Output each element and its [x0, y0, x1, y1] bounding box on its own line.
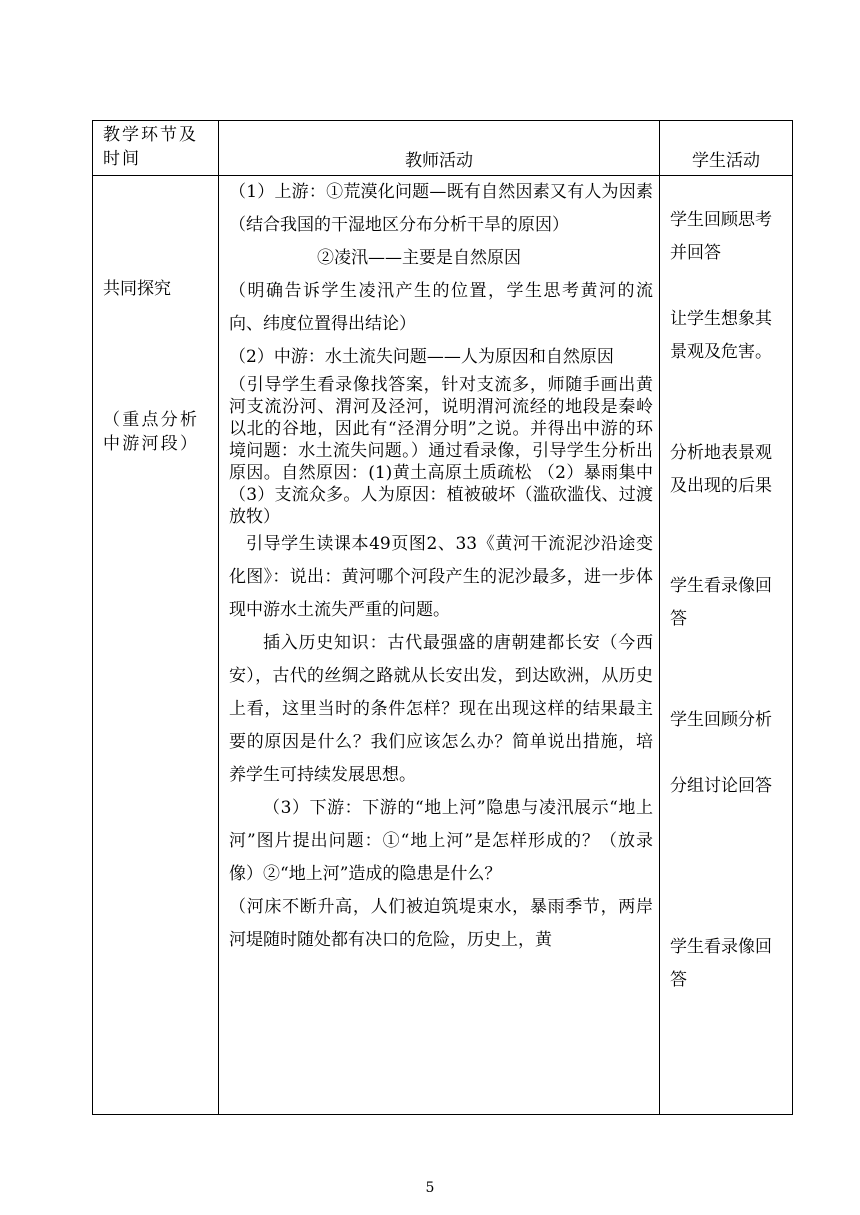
student-activity-review-analyze: 学生回顾分析 [670, 710, 772, 730]
page-number: 5 [425, 1180, 435, 1196]
header-student-activity: 学生活动 [660, 121, 793, 176]
teacher-paragraph-downstream: （3）下游：下游的“地上河”隐患与凌汛展示“地上河”图片提出问题：①“地上河”是怎样形成的？（放录像）②“地上河”造成的隐患是什么？ [229, 798, 653, 884]
teacher-paragraph-ice-flood: ②凌汛——主要是自然原因 [317, 248, 521, 268]
teacher-paragraph-textbook: 引导学生读课本49页图2、33《黄河干流泥沙沿途变化图》：说出：黄河哪个河段产生的泥沙最多，进一步体现中游水土流失严重的问题。 [229, 534, 653, 620]
teacher-paragraph-video-guide: （引导学生看录像找答案，针对支流多，师随手画出黄河支流汾河、渭河及泾河，说明渭河流经的地段是秦岭以北的谷地，因此有“泾渭分明”之说。并得出中游的环境问题：水土流失问题。）通过看录像，引导学生分析出原因。自然原因：(1)黄土高原土质疏松 （2）暴雨集中 （3）支流众多。人为原因：植被破坏（滥砍滥伐、过渡放牧） [229, 375, 653, 527]
teacher-paragraph-ice-flood-note: （明确告诉学生凌汛产生的位置，学生思考黄河的流向、纬度位置得出结论） [229, 281, 653, 334]
lesson-plan-table [92, 120, 793, 1115]
student-activity-cell [660, 176, 793, 1115]
table-header-row [93, 121, 793, 176]
header-teacher-activity: 教师活动 [219, 121, 660, 176]
teacher-paragraph-history: 插入历史知识：古代最强盛的唐朝建都长安（今西安），古代的丝绸之路就从长安出发，到达欧洲，从历史上看，这里当时的条件怎样？现在出现这样的结果最主要的原因是什么？我们应该怎么办？简单说出措施，培养学生可持续发展思想。 [229, 633, 653, 785]
stage-item-focus: （重点分析中游河段） [103, 410, 197, 454]
table-body-row [93, 176, 793, 1115]
student-activity-imagine: 让学生想象其景观及危害。 [670, 309, 772, 362]
student-activity-review: 学生回顾思考并回答 [670, 210, 772, 263]
student-activity-video-2: 学生看录像回答 [670, 937, 772, 990]
stage-cell [93, 176, 219, 1115]
teacher-activity-cell [219, 176, 660, 1115]
teacher-paragraph-upstream: （1）上游：①荒漠化问题—既有自然因素又有人为因素（结合我国的干湿地区分布分析干旱的原因） [229, 182, 653, 235]
student-activity-video-1: 学生看录像回答 [670, 576, 772, 629]
teacher-paragraph-river-bed: （河床不断升高，人们被迫筑堤束水，暴雨季节，两岸河堤随时随处都有决口的危险，历史上，黄 [229, 897, 653, 950]
student-activity-group-discuss: 分组讨论回答 [670, 776, 772, 796]
stage-item-explore: 共同探究 [103, 279, 171, 299]
student-activity-analyze: 分析地表景观及出现的后果 [670, 443, 772, 496]
teacher-paragraph-midstream: （2）中游：水土流失问题——人为原因和自然原因 [229, 347, 614, 367]
header-stage-time: 教学环节及时间 [93, 121, 219, 176]
